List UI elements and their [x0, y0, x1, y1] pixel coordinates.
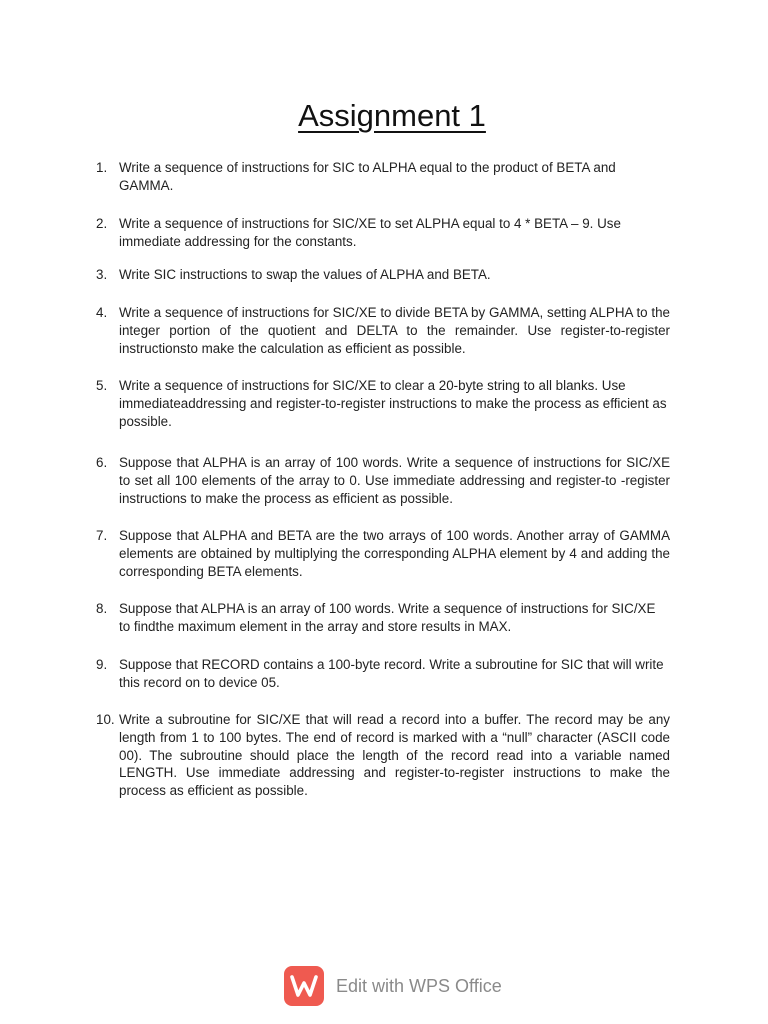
question-number: 9. — [96, 657, 108, 672]
question-item — [96, 600, 670, 636]
question-item — [96, 711, 670, 800]
question-item — [96, 377, 670, 430]
question-text: Write a sequence of instructions for SIC to ALPHA equal to the product of BETA and GAMMA. — [119, 160, 616, 193]
question-text: Write a sequence of instructions for SIC/XE to clear a 20-byte string to all blanks. Use immediateaddressing and register-to-register instructions to make the process as efficient as possible. — [119, 378, 667, 429]
wps-edit-label[interactable]: Edit with WPS Office — [336, 975, 502, 996]
question-item — [96, 215, 670, 251]
question-number: 8. — [96, 601, 108, 616]
question-number: 4. — [96, 305, 108, 320]
question-number: 1. — [96, 160, 108, 175]
question-number: 10. — [96, 712, 115, 727]
question-text: Suppose that RECORD contains a 100-byte record. Write a subroutine for SIC that will write this record on to device 05. — [119, 657, 664, 690]
question-text: Write a sequence of instructions for SIC/XE to set ALPHA equal to 4 * BETA – 9. Use immediate addressing for the constants. — [119, 216, 621, 249]
question-number: 2. — [96, 216, 108, 231]
question-item — [96, 527, 670, 580]
wps-edit-banner[interactable] — [284, 966, 502, 1006]
question-text: Suppose that ALPHA is an array of 100 words. Write a sequence of instructions for SIC/XE to set all 100 elements of the array to 0. Use immediate addressing and register-to -register instructions to make the process as efficient as possible. — [119, 455, 670, 506]
question-text: Suppose that ALPHA and BETA are the two arrays of 100 words. Another array of GAMMA elements are obtained by multiplying the corresponding ALPHA element by 4 and adding the corresponding BETA elements. — [119, 528, 670, 579]
question-item — [96, 304, 670, 357]
question-item — [96, 656, 670, 692]
question-number: 6. — [96, 455, 108, 470]
question-text: Write SIC instructions to swap the values of ALPHA and BETA. — [119, 267, 491, 282]
question-number: 7. — [96, 528, 108, 543]
wps-office-logo-icon — [284, 966, 324, 1006]
question-text: Write a subroutine for SIC/XE that will read a record into a buffer. The record may be any length from 1 to 100 bytes. The end of record is marked with a “null” character (ASCII code 00). The subroutine should place the length of the record read into a variable named LENGTH. Use immediate addressing and register-to-register instructions to make the process as efficient as possible. — [119, 712, 670, 799]
question-number: 5. — [96, 378, 108, 393]
question-text: Write a sequence of instructions for SIC/XE to divide BETA by GAMMA, setting ALPHA to the integer portion of the quotient and DELTA to the remainder. Use register-to-register instructionsto make the calculation as efficient as possible. — [119, 305, 670, 356]
question-number: 3. — [96, 267, 108, 282]
question-text: Suppose that ALPHA is an array of 100 words. Write a sequence of instructions for SIC/XE to findthe maximum element in the array and store results in MAX. — [119, 601, 656, 634]
page-title: Assignment 1 — [298, 98, 486, 133]
question-item — [96, 454, 670, 507]
question-item — [96, 159, 670, 195]
question-item — [96, 266, 670, 284]
